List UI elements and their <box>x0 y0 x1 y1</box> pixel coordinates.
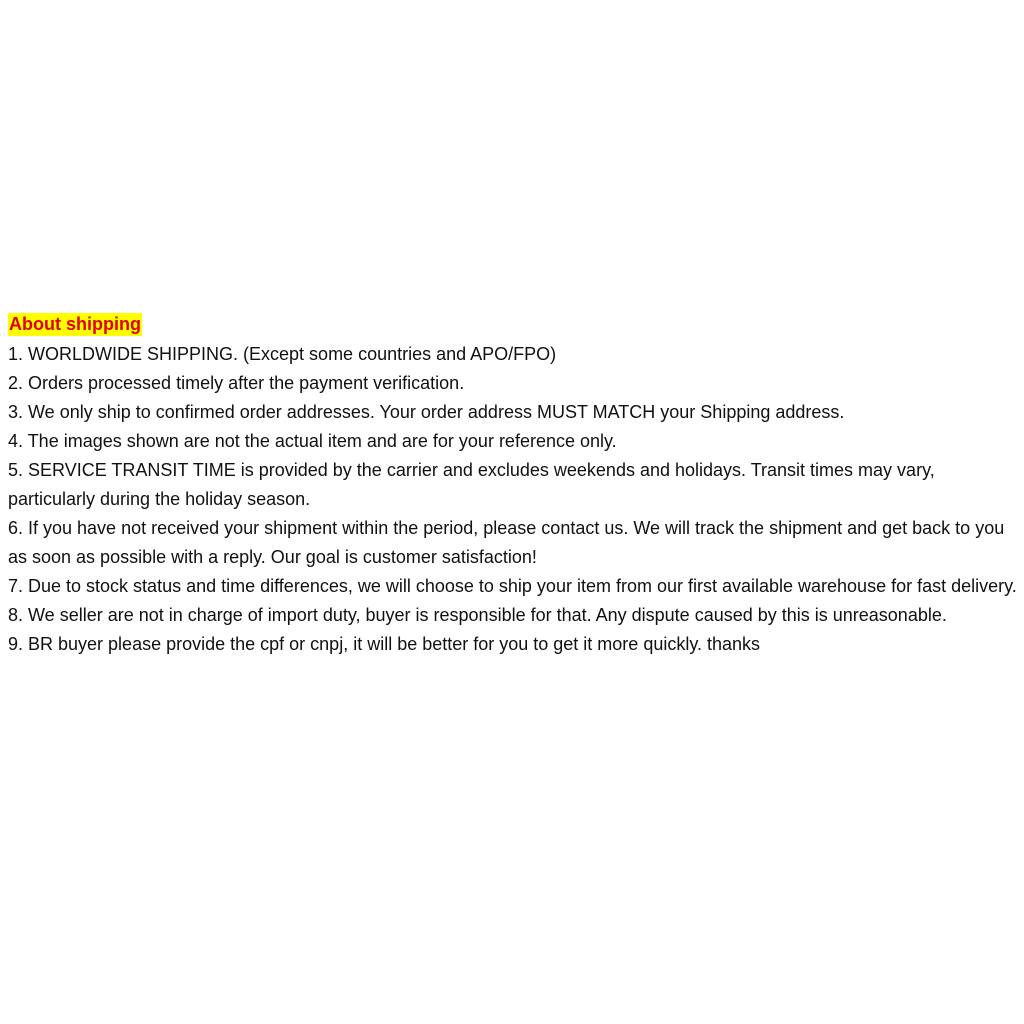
shipping-item-5: 5. SERVICE TRANSIT TIME is provided by the carrier and excludes weekends and holidays. Transit times may vary, particularly during the holiday season. <box>8 460 935 509</box>
shipping-info-document <box>8 313 1018 659</box>
shipping-item-8: 8. We seller are not in charge of import duty, buyer is responsible for that. Any dispute caused by this is unreasonable. <box>8 605 947 625</box>
shipping-item-7: 7. Due to stock status and time differences, we will choose to ship your item from our first available warehouse for fast delivery. <box>8 576 1017 596</box>
shipping-item-4: 4. The images shown are not the actual item and are for your reference only. <box>8 431 617 451</box>
shipping-item-3: 3. We only ship to confirmed order addresses. Your order address MUST MATCH your Shipping address. <box>8 402 845 422</box>
shipping-item-2: 2. Orders processed timely after the payment verification. <box>8 373 465 393</box>
shipping-item-1: 1. WORLDWIDE SHIPPING. (Except some countries and APO/FPO) <box>8 344 557 364</box>
about-shipping-heading: About shipping <box>9 314 141 334</box>
shipping-item-6: 6. If you have not received your shipment within the period, please contact us. We will track the shipment and get back to you as soon as possible with a reply. Our goal is customer satisfaction! <box>8 518 1005 567</box>
shipping-item-9: 9. BR buyer please provide the cpf or cnpj, it will be better for you to get it more quickly. thanks <box>8 634 761 654</box>
